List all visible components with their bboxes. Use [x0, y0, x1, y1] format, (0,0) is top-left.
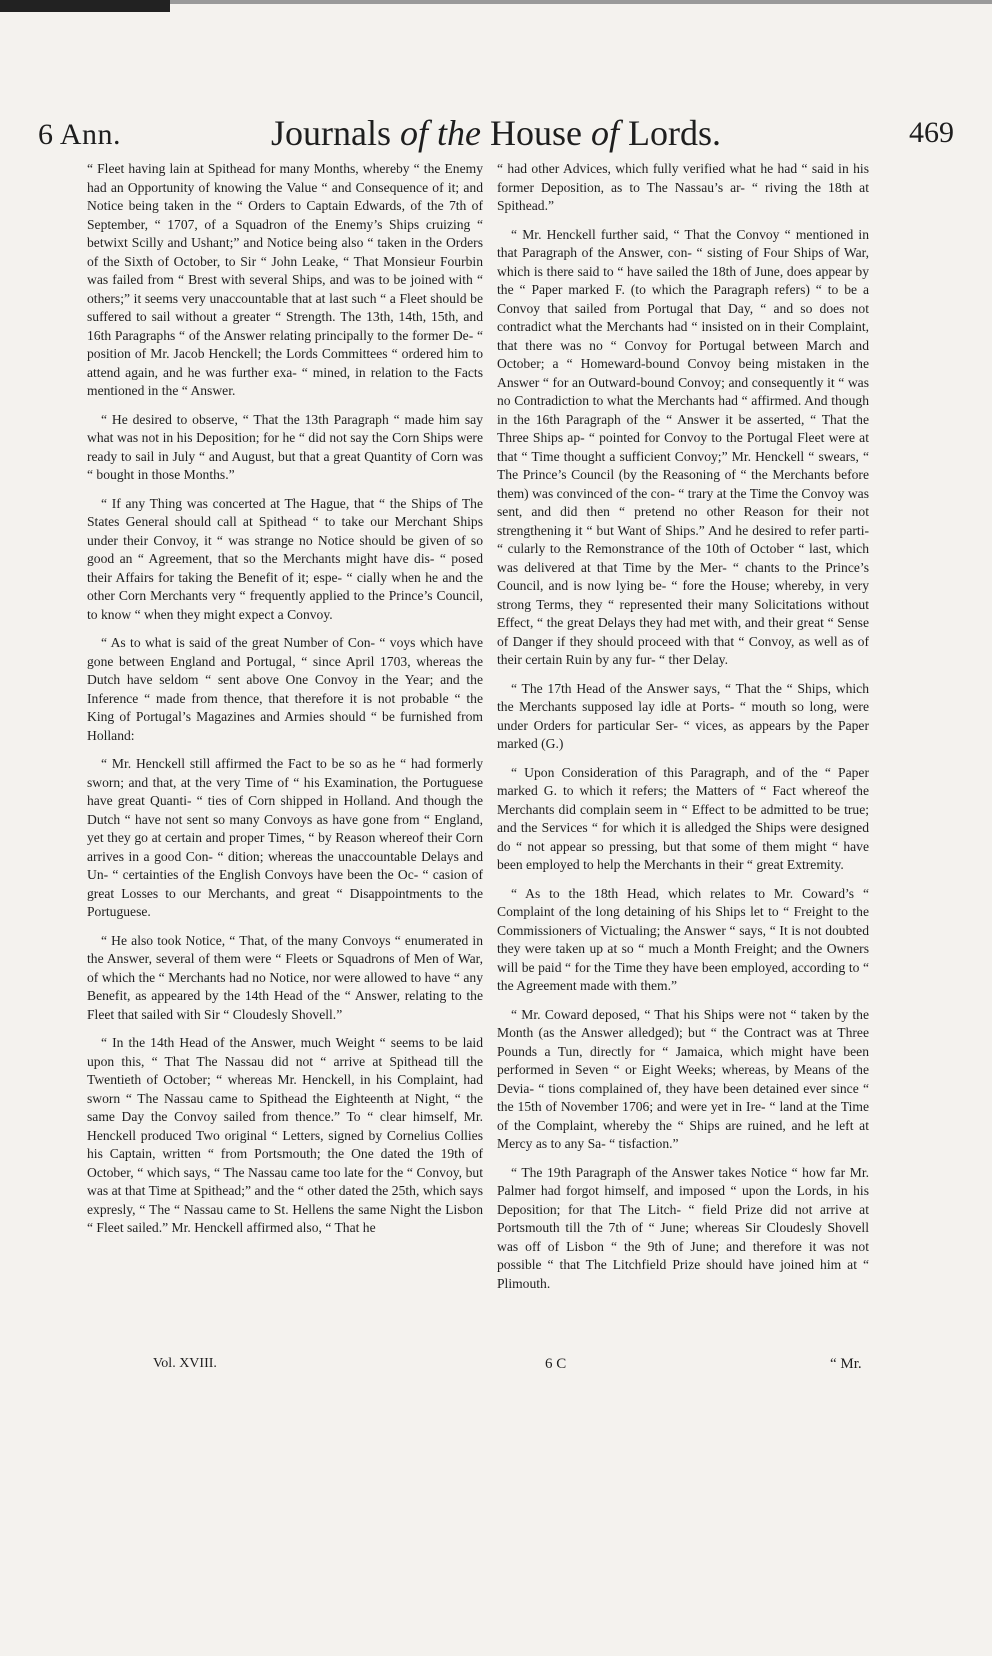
volume-label: Vol. XVIII. — [153, 1356, 217, 1371]
signature-mark: 6 C — [545, 1356, 567, 1372]
right-column — [497, 160, 869, 1303]
left-column — [87, 160, 483, 1248]
paragraph: “ He also took Notice, “ That, of the many Convoys “ enumerated in the Answer, several of them were “ Fleets or Squadrons of Men of War, of which the “ Merchants had no Notice, nor were allowed to have “ any Benefit, as appeared by the 14th Head of the “ Answer, relating to the Fleet that sailed with Sir “ Cloudesly Shovell.” — [87, 932, 483, 1022]
paragraph: “ He desired to observe, “ That the 13th Paragraph “ made him say what was not in his Deposition; for he “ did not say the Corn Ships were ready to sail in July “ and August, but that a great Quantity of Corn was “ bought in those Months.” — [87, 411, 483, 482]
paragraph: “ As to what is said of the great Number of Con- “ voys which have gone between England and Portugal, “ since April 1703, whereas the Dutch have seldom “ sent above One Convoy in the Year; and the Inference “ made from thence, that therefore it is not probable “ the King of Portugal’s Magazines and Armies should “ be furnished from Holland: — [87, 635, 483, 743]
paragraph: “ Fleet having lain at Spithead for many Months, whereby “ the Enemy had an Opportunity of knowing the Value “ and Consequence of it; and Notice being taken in the “ Orders to Captain Edwards, of the 7th of September, “ 1707, of a Squadron of the Enemy’s Ships cruizing “ betwixt Scilly and Ushant;” and Notice being also “ taken in the Orders of the Sixth of October, to Sir “ John Leake, “ That Monsieur Fourbin was failed from “ Brest with several Ships, and was to be joined with “ others;” it seems very unaccountable that at last such “ a Fleet should be suffered to sail without a greater “ Strength. The 13th, 14th, 15th, and 16th Paragraphs “ of the Answer relating principally to the former De- “ position of Mr. Jacob Henckell; the Lords Committees “ ordered him to attend again, and he was further exa- “ mined, in relation to the Facts mentioned in the “ Answer. — [87, 161, 483, 398]
paragraph: “ Mr. Coward deposed, “ That his Ships were not “ taken by the Month (as the Answer alledged); but “ the Contract was at Three Pounds a Tun, directly for “ Jamaica, which might have been performed in Seven “ or Eight Weeks; whereas, by Means of the Devia- “ tions complained of, they have been detained ever since “ the 15th of November 1706; and were yet in Ire- “ land at the Time of the Complaint, whereby the “ Ships are ruined, and he left at Mercy as to any Sa- “ tisfaction.” — [497, 1006, 869, 1151]
page-number: 469 — [909, 116, 954, 149]
paragraph: “ If any Thing was concerted at The Hague, that “ the Ships of The States General should call at Spithead “ to take our Merchant Ships under their Convoy, it “ was strange no Notice should be given of so good an “ Agreement, that so the Merchants might have dis- “ posed their Affairs for taking the Benefit of it; espe- “ cially when he and the other Corn Merchants very “ frequently applied to the Prince’s Council, to know “ when they might expect a Convoy. — [87, 495, 483, 622]
paragraph: “ As to the 18th Head, which relates to Mr. Coward’s “ Complaint of the long detaining of his Ships let to “ Freight to the Commissioners of Victualing; the Answer “ says, “ It is not doubted they were taken up at so “ much a Month Freight; and the Owners will be paid “ for the Time they have been employed, according to “ the Agreement made with them.” — [497, 885, 869, 993]
title-word: Lords. — [628, 113, 721, 153]
paragraph: “ In the 14th Head of the Answer, much Weight “ seems to be laid upon this, “ That The Nassau did not “ arrive at Spithead till the Twentieth of October; “ whereas Mr. Henckell, in his Complaint, had sworn “ The Nassau came to Spithead the Eighteenth at Night, “ the same Day the Convoy sailed from thence.” To “ clear himself, Mr. Henckell produced Two original “ Letters, signed by Cornelius Collies his Captain, written “ from Portsmouth; the One dated the 19th of October, “ which says, “ The Nassau came too late for the “ Convoy, but was at that Time at Spithead;” and the “ other dated the 25th, which says expresly, “ The “ Nassau came to St. Hellens the same Night the Lisbon “ Fleet sailed.” Mr. Henckell affirmed also, “ That he — [87, 1035, 483, 1235]
page-title — [0, 112, 992, 154]
paragraph: “ The 17th Head of the Answer says, “ That the “ Ships, which the Merchants supposed lay idle at Ports- “ mouth so long, were under Orders for particular Ser- “ vices, as appears by the Paper marked (G.) — [497, 680, 869, 751]
paragraph: “ Upon Consideration of this Paragraph, and of the “ Paper marked G. to which it refers; the Matters of “ Fact whereof the Merchants did complain seem in “ Effect to be admitted to be true; and the Services “ for which it is alledged the Ships were designed do “ not appear so pressing, but that some of them might “ have been employed to help the Merchants in their “ great Extremity. — [497, 764, 869, 872]
title-word: House — [489, 113, 582, 153]
title-word: of — [399, 113, 428, 153]
scan-edge-line — [170, 0, 992, 4]
scan-edge-bar — [0, 0, 170, 12]
paragraph: “ Mr. Henckell further said, “ That the Convoy “ mentioned in that Paragraph of the Answer, con- “ sisting of Four Ships of War, which is there said to “ have sailed the 18th of June, does appear by the “ Paper marked F. (to which the Paragraph refers) “ to be a Convoy that sailed from Portugal that Day, “ and so does not contradict what the Merchants had “ insisted on in their Complaint, that there was no “ Convoy for Portugal between March and October; a “ Homeward-bound Convoy being mistaken in the Answer “ for an Outward-bound Convoy; and consequently it “ was no Contradiction to what the Merchants had “ affirmed. And though in the 16th Paragraph of the “ Answer it be asserted, “ That the Three Ships ap- “ pointed for Convoy to the Portugal Fleet were at that “ Time thought a sufficient Convoy;” Mr. Henckell “ swears, “ The Prince’s Council (by the Reasoning of “ the Merchants before them) was convinced of the con- “ trary at the Time the Convoy was sent, and did then “ pretend no other Reason for their not strengthening it “ but Want of Ships.” And he desired to refer parti- “ cularly to the Remonstrance of the 10th of October “ last, which was delivered at that Time by the Mer- “ chants to the Prince’s Council, and is now lying be- “ fore the House; whereby, in very strong Terms, they “ represented their many Solicitations without Effect, “ the great Delays they had met with, and their great “ Sense of Danger if they should proceed with that “ Convoy, as well as of their certain Ruin by any fur- “ ther Delay. — [497, 226, 869, 667]
title-word: Journals — [270, 113, 391, 153]
running-head-year: 6 Ann. — [38, 118, 122, 151]
paragraph: “ Mr. Henckell still affirmed the Fact to be so as he “ had formerly sworn; and that, at the very Time of “ his Examination, the Portuguese have great Quanti- “ ties of Corn shipped in Holland. And though the Dutch “ have not sent so many Convoys as have gone from “ England, yet they go at certain and proper Times, “ by Reason whereof their Corn arrives in a good Con- “ dition; whereas the unaccountable Delays and Un- “ certainties of the English Convoys have been the Oc- “ casion of great Losses to our Merchants, and great “ Disappointments to the Portuguese. — [87, 756, 483, 919]
catchword: “ Mr. — [830, 1356, 862, 1372]
paragraph: “ had other Advices, which fully verified what he had “ said in his former Deposition, as to The Nassau’s ar- “ riving the 18th at Spithead.” — [497, 161, 869, 213]
title-word: of — [590, 113, 619, 153]
paragraph: “ The 19th Paragraph of the Answer takes Notice “ how far Mr. Palmer had forgot himself, and imposed “ upon the Lords, in his Deposition; for that The Litch- “ field Prize did not arrive at Portsmouth till the 7th of “ June; whereas Sir Cloudesly Shovell was off of Lisbon “ the 9th of June; and therefore it was not possible “ that The Litchfield Prize should have joined him at “ Plimouth. — [497, 1164, 869, 1291]
title-word: the — [437, 113, 481, 153]
